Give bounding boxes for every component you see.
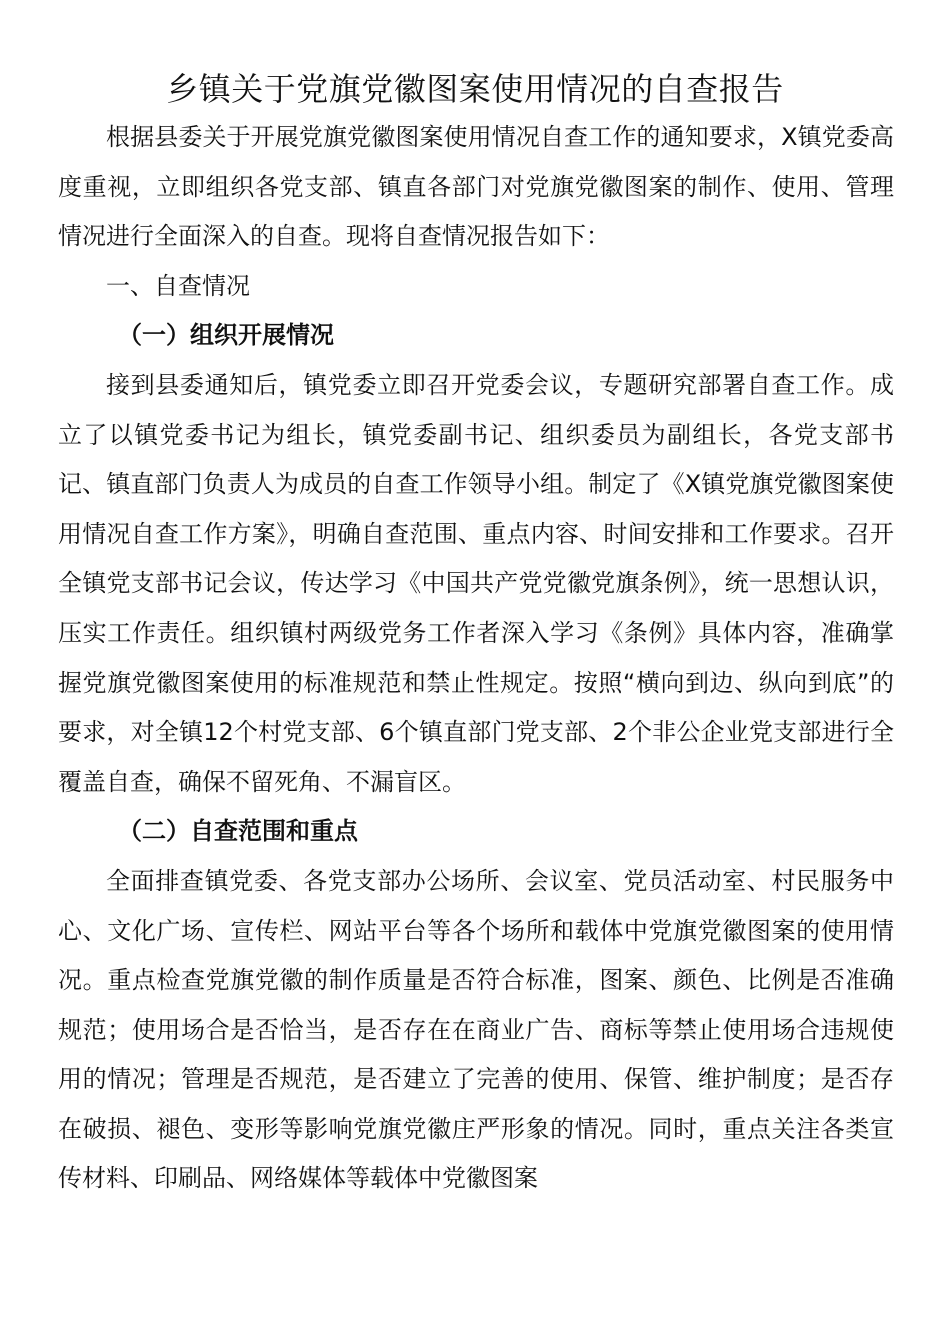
section-1-heading: 一、自查情况 — [106, 271, 250, 300]
document-title: 乡镇关于党旗党徽图案使用情况的自查报告 — [166, 70, 784, 108]
subsection-2-heading: （二）自查范围和重点 — [118, 817, 358, 846]
intro-paragraph: 根据县委关于开展党旗党徽图案使用情况自查工作的通知要求，X镇党委高度重视，立即组织各党支部、镇直各部门对党旗党徽图案的制作、使用、管理情况进行全面深入的自查。现将自查情况报告如下： — [58, 123, 894, 251]
subsection-2-paragraph: 全面排查镇党委、各党支部办公场所、会议室、党员活动室、村民服务中心、文化广场、宣传栏、网站平台等各个场所和载体中党旗党徽图案的使用情况。重点检查党旗党徽的制作质量是否符合标准，图案、颜色、比例是否准确规范；使用场合是否恰当，是否存在在商业广告、商标等禁止使用场合违规使用的情况；管理是否规范，是否建立了完善的使用、保管、维护制度；是否存在破损、褪色、变形等影响党旗党徽庄严形象的情况。同时，重点关注各类宣传材料、印刷品、网络媒体等载体中党徽图案 — [58, 866, 894, 1193]
document-body — [58, 113, 894, 1204]
subsection-1-paragraph: 接到县委通知后，镇党委立即召开党委会议，专题研究部署自查工作。成立了以镇党委书记为组长，镇党委副书记、组织委员为副组长，各党支部书记、镇直部门负责人为成员的自查工作领导小组。制定了《X镇党旗党徽图案使用情况自查工作方案》，明确自查范围、重点内容、时间安排和工作要求。召开全镇党支部书记会议，传达学习《中国共产党党徽党旗条例》，统一思想认识，压实工作责任。组织镇村两级党务工作者深入学习《条例》具体内容，准确掌握党旗党徽图案使用的标准规范和禁止性规定。按照“横向到边、纵向到底”的要求，对全镇12个村党支部、6个镇直部门党支部、2个非公企业党支部进行全覆盖自查，确保不留死角、不漏盲区。 — [58, 370, 894, 796]
subsection-1-heading: （一）组织开展情况 — [118, 321, 334, 350]
